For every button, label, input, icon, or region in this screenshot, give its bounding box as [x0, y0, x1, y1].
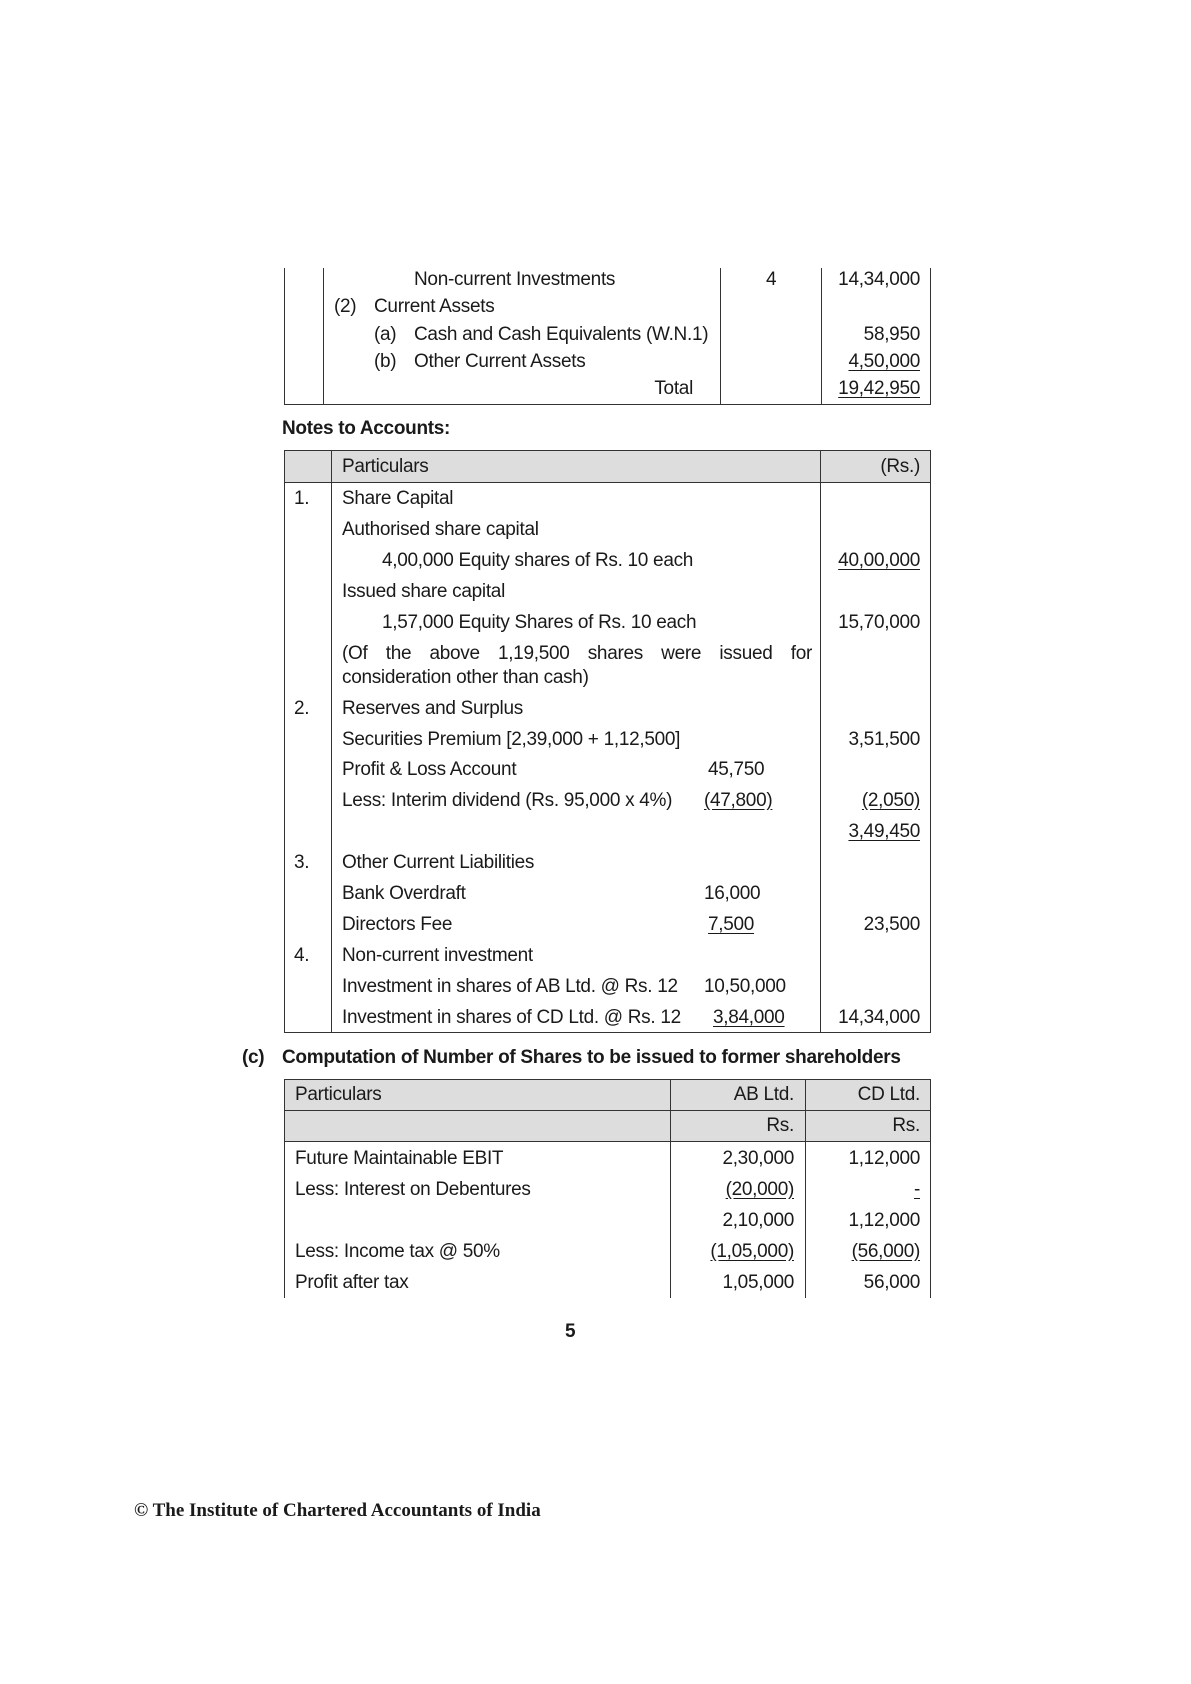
total-label: Total	[654, 378, 693, 399]
comp-ab-value: 2,30,000	[722, 1148, 794, 1169]
section-label: (c)	[242, 1047, 265, 1068]
note-mid-amount: 7,500	[708, 914, 755, 935]
note-mid-amount: 3,84,000	[713, 1007, 785, 1028]
note-text: Bank Overdraft	[342, 883, 466, 904]
note-mid-amount: (47,800)	[704, 790, 773, 811]
note-text: Reserves and Surplus	[342, 698, 523, 719]
row-amount: 58,950	[863, 324, 920, 345]
comp-cd-value: 56,000	[863, 1272, 920, 1293]
header-particulars: Particulars	[342, 456, 429, 477]
note-mid-amount: 10,50,000	[704, 976, 786, 997]
comp-cd-value: 1,12,000	[848, 1210, 920, 1231]
page-number: 5	[565, 1321, 576, 1342]
note-text: Profit & Loss Account	[342, 759, 517, 780]
note-text: Securities Premium [2,39,000 + 1,12,500]	[342, 729, 681, 750]
comp-ab-value: (1,05,000)	[710, 1241, 794, 1262]
comp-cd-value	[807, 1240, 920, 1264]
note-text: Non-current investment	[342, 945, 533, 966]
header-ab-ltd: AB Ltd.	[733, 1084, 794, 1105]
row-label: Non-current Investments	[414, 269, 616, 290]
note-text: 4,00,000 Equity shares of Rs. 10 each	[382, 550, 694, 571]
note-text: Investment in shares of AB Ltd. @ Rs. 12	[342, 976, 678, 997]
row-note: 4	[766, 269, 777, 290]
comp-cd-value	[807, 1178, 920, 1202]
note-amount: 15,70,000	[838, 612, 920, 633]
comp-ab-value-text: (20,000)	[725, 1179, 794, 1200]
header-particulars: Particulars	[295, 1084, 382, 1105]
note-mid-amount: 45,750	[708, 759, 765, 780]
comp-cd-value-text: (56,000)	[851, 1241, 920, 1262]
note-text: Investment in shares of CD Ltd. @ Rs. 12	[342, 1007, 681, 1028]
comp-row-label: Future Maintainable EBIT	[295, 1148, 504, 1169]
note-text: Authorised share capital	[342, 519, 539, 540]
notes-heading: Notes to Accounts:	[282, 418, 451, 439]
note-mid-amount: 16,000	[704, 883, 761, 904]
comp-ab-value	[672, 1178, 794, 1202]
note-text: (Of the above 1,19,500 shares were issued for consideration other than cash)	[342, 643, 812, 688]
note-number: 4.	[294, 945, 310, 966]
comp-ab-value: 2,10,000	[722, 1210, 794, 1231]
header-unit-cd: Rs.	[892, 1115, 920, 1136]
row-amount: 14,34,000	[838, 269, 920, 290]
header-unit-ab: Rs.	[766, 1115, 794, 1136]
note-text: 1,57,000 Equity Shares of Rs. 10 each	[382, 612, 697, 633]
note-text: Less: Interim dividend (Rs. 95,000 x 4%)	[342, 790, 673, 811]
comp-cd-value-text: -	[913, 1179, 920, 1200]
header-amount: (Rs.)	[880, 456, 920, 477]
note-text: Share Capital	[342, 488, 454, 509]
footer-copyright: © The Institute of Chartered Accountants of India	[134, 1500, 541, 1521]
row-sub-number: (b)	[374, 351, 397, 372]
row-number: (2)	[334, 296, 357, 317]
total-amount: 19,42,950	[838, 378, 920, 399]
note-text: Issued share capital	[342, 581, 505, 602]
row-label: Cash and Cash Equivalents (W.N.1)	[414, 324, 709, 345]
comp-cd-value: 1,12,000	[848, 1148, 920, 1169]
row-amount: 4,50,000	[848, 351, 920, 372]
header-cd-ltd: CD Ltd.	[857, 1084, 920, 1105]
row-sub-number: (a)	[374, 324, 397, 345]
note-amount: (2,050)	[861, 790, 920, 811]
comp-ab-value: 1,05,000	[722, 1272, 794, 1293]
note-number: 2.	[294, 698, 310, 719]
row-label: Other Current Assets	[414, 351, 586, 372]
comp-row-label: Less: Interest on Debentures	[295, 1179, 531, 1200]
note-amount: 3,49,450	[848, 821, 920, 842]
row-label: Current Assets	[374, 296, 495, 317]
note-amount: 3,51,500	[848, 729, 920, 750]
note-number: 1.	[294, 488, 310, 509]
note-amount: 23,500	[863, 914, 920, 935]
note-amount: 14,34,000	[838, 1007, 920, 1028]
comp-row-label: Less: Income tax @ 50%	[295, 1241, 500, 1262]
note-number: 3.	[294, 852, 310, 873]
note-text: Other Current Liabilities	[342, 852, 535, 873]
note-amount: 40,00,000	[838, 550, 920, 571]
section-title: Computation of Number of Shares to be issued to former shareholders	[282, 1047, 901, 1068]
comp-row-label: Profit after tax	[295, 1272, 409, 1293]
note-text: Directors Fee	[342, 914, 453, 935]
